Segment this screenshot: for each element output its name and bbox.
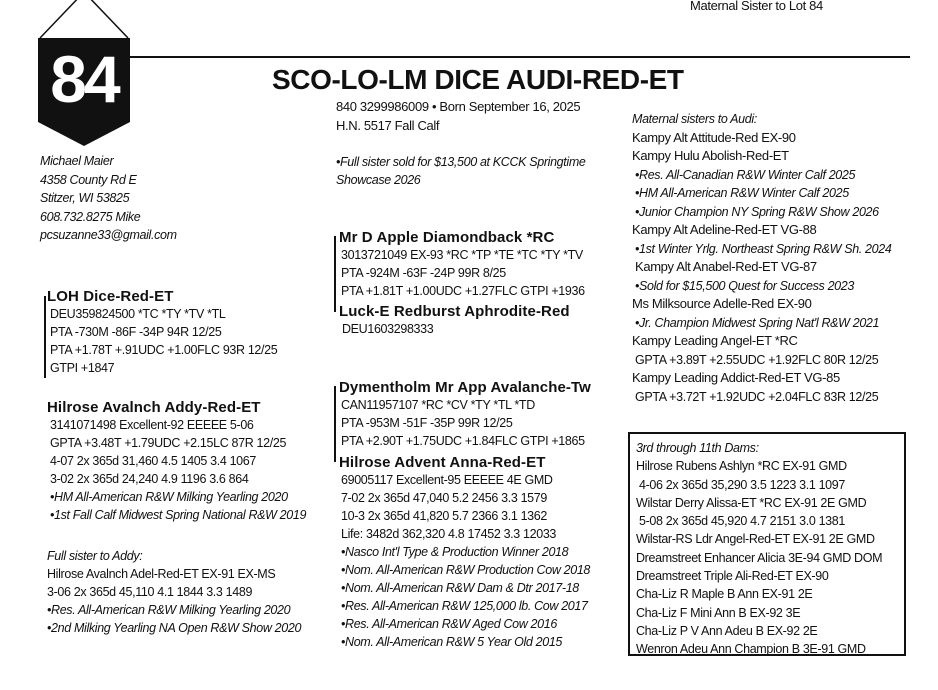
dams-box-line: Cha-Liz F Mini Ann B EX-92 3E (636, 605, 801, 620)
dam-line: 4-07 2x 365d 31,460 4.5 1405 3.4 1067 (50, 454, 256, 468)
sire-dam-details (342, 320, 570, 338)
sire-sire-details (341, 246, 585, 300)
dam-line: GPTA +3.48T +1.79UDC +2.15LC 87R 12/25 (50, 436, 287, 450)
dam-sire-line: PTA +2.90T +1.75UDC +1.84FLC GTPI +1865 (341, 434, 585, 448)
sire-details (50, 305, 277, 377)
dam-dam-line: 10-3 2x 365d 41,820 5.7 2366 3.1 1362 (341, 509, 547, 523)
dams-box-line: Cha-Liz P V Ann Adeu B EX-92 2E (636, 623, 818, 638)
maternal-sister-award: •Junior Champion NY Spring R&W Show 2026 (635, 204, 879, 219)
dams-box-heading: 3rd through 11th Dams: (636, 441, 759, 455)
header-rule (130, 56, 910, 58)
dam-dam-award: •Nom. All-American R&W 5 Year Old 2015 (341, 635, 563, 649)
sire-bracket (44, 296, 46, 378)
dam-dam-name: Hilrose Advent Anna-Red-ET (339, 454, 546, 471)
maternal-sister-name: Ms Milksource Adelle-Red EX-90 (632, 296, 812, 311)
sire-block (47, 288, 277, 377)
dam-award: •HM All-American R&W Milking Yearling 2020 (50, 490, 288, 504)
dam-name: Hilrose Avalnch Addy-Red-ET (47, 399, 261, 416)
dams-box (628, 432, 906, 656)
dams-box-line: Dreamstreet Enhancer Alicia 3E-94 GMD DOM (636, 550, 883, 565)
full-sister-award: •2nd Milking Yearling NA Open R&W Show 2020 (47, 621, 302, 635)
dam-dam-award: •Nom. All-American R&W Dam & Dtr 2017-18 (341, 581, 579, 595)
dams-box-line: Wenron Adeu Ann Champion B 3E-91 GMD (636, 642, 866, 657)
dams-box-content (636, 439, 882, 659)
sire-sire-bracket (334, 236, 336, 312)
dam-dam-award: •Nasco Int'l Type & Production Winner 2018 (341, 545, 569, 559)
dam-block (47, 399, 306, 524)
maternal-sister-award: •Jr. Champion Midwest Spring Nat'l R&W 2021 (635, 315, 880, 330)
dam-sire-details (341, 396, 591, 450)
dam-dam-line: 69005117 Excellent-95 EEEEE 4E GMD (341, 473, 553, 487)
consignor-block (40, 152, 177, 245)
dam-award: •1st Fall Calf Midwest Spring National R&W 2019 (50, 508, 307, 522)
dam-dam-award: •Res. All-American R&W Aged Cow 2016 (341, 617, 557, 631)
dams-box-line: Dreamstreet Triple Ali-Red-ET EX-90 (636, 569, 829, 584)
dams-box-line: Wilstar-RS Ldr Angel-Red-ET EX-91 2E GMD (636, 532, 875, 547)
dam-sire-bracket (334, 386, 336, 462)
sire-sire-line: PTA -924M -63F -24P 99R 8/25 (341, 266, 506, 280)
maternal-sister-award: •1st Winter Yrlg. Northeast Spring R&W Sh. 2024 (635, 241, 892, 256)
dam-sire-line: PTA -953M -51F -35P 99R 12/25 (341, 416, 513, 430)
dams-box-line: Hilrose Rubens Ashlyn *RC EX-91 GMD (636, 459, 847, 474)
dam-dam-details (341, 471, 590, 651)
maternal-sister-award: •Res. All-Canadian R&W Winter Calf 2025 (635, 167, 856, 182)
sire-dam-name: Luck-E Redburst Aphrodite-Red (339, 303, 570, 320)
sire-dam-line: DEU1603298333 (342, 322, 434, 336)
dam-sire-name: Dymentholm Mr App Avalanche-Tw (339, 379, 591, 396)
sire-line: DEU359824500 *TC *TY *TV *TL (50, 307, 226, 321)
dam-line: 3-02 2x 365d 24,240 4.9 1196 3.6 864 (50, 472, 249, 486)
registration-block (336, 97, 580, 135)
lot-banner (38, 0, 130, 150)
sire-line: PTA +1.78T +.91UDC +1.00FLC 93R 12/25 (50, 343, 278, 357)
maternal-sisters-heading: Maternal sisters to Audi: (632, 112, 757, 126)
full-sister-award: •Res. All-American R&W Milking Yearling 2020 (47, 603, 291, 617)
sale-note (336, 153, 586, 189)
full-sister-block (47, 547, 301, 637)
dams-box-line: 5-08 2x 365d 45,920 4.7 2151 3.0 1381 (639, 514, 845, 529)
dam-sire-line: CAN11957107 *RC *CV *TY *TL *TD (341, 398, 535, 412)
full-sister-line: Hilrose Avalnch Adel-Red-ET EX-91 EX-MS (47, 567, 276, 581)
consignor-city: Stitzer, WI 53825 (40, 191, 130, 205)
sire-sire-line: 3013721049 EX-93 *RC *TP *TE *TC *TY *TV (341, 248, 583, 262)
dam-dam-block (339, 454, 590, 651)
registration-line: 840 3299986009 • Born September 16, 2025 (336, 99, 581, 114)
dam-dam-award: •Res. All-American R&W 125,000 lb. Cow 2017 (341, 599, 588, 613)
maternal-sister-name: Kampy Alt Anabel-Red-ET VG-87 (635, 259, 817, 274)
full-sister-line: 3-06 2x 365d 45,110 4.1 1844 3.3 1489 (47, 585, 253, 599)
dam-line: 3141071498 Excellent-92 EEEEE 5-06 (50, 418, 254, 432)
sire-line: PTA -730M -86F -34P 94R 12/25 (50, 325, 222, 339)
maternal-sister-name: Kampy Alt Attitude-Red EX-90 (632, 129, 796, 145)
top-note: Maternal Sister to Lot 84 (690, 0, 823, 13)
dam-dam-line: 7-02 2x 365d 47,040 5.2 2456 3.3 1579 (341, 491, 547, 505)
sale-note-line: Showcase 2026 (336, 173, 421, 187)
sire-sire-block (339, 229, 585, 300)
dam-sire-block (339, 379, 591, 450)
sire-sire-line: PTA +1.81T +1.00UDC +1.27FLC GTPI +1936 (341, 284, 585, 298)
dam-details (50, 416, 306, 524)
herd-number-line: H.N. 5517 Fall Calf (336, 118, 440, 133)
animal-title: SCO-LO-LM DICE AUDI-RED-ET (272, 64, 684, 95)
lot-number: 84 (50, 42, 118, 116)
full-sister-heading: Full sister to Addy: (47, 549, 143, 563)
maternal-sister-name: Kampy Leading Addict-Red-ET VG-85 (632, 370, 840, 385)
dam-dam-line: Life: 3482d 362,320 4.8 17452 3.3 12033 (341, 527, 557, 541)
consignor-email: pcsuzanne33@gmail.com (40, 228, 177, 242)
sire-name: LOH Dice-Red-ET (47, 288, 174, 305)
sire-sire-name: Mr D Apple Diamondback *RC (339, 229, 555, 246)
maternal-sister-name: Kampy Alt Adeline-Red-ET VG-88 (632, 222, 817, 237)
maternal-sister-award: •HM All-American R&W Winter Calf 2025 (635, 186, 849, 200)
consignor-phone: 608.732.8275 Mike (40, 209, 141, 224)
sire-line: GTPI +1847 (50, 361, 115, 375)
sale-note-line: •Full sister sold for $13,500 at KCCK Springtime (336, 155, 586, 169)
maternal-sister-award: •Sold for $15,500 Quest for Success 2023 (635, 278, 854, 293)
maternal-sister-name: Kampy Leading Angel-ET *RC (632, 333, 798, 348)
sire-dam-block (339, 303, 570, 338)
maternal-sister-data: GPTA +3.72T +1.92UDC +2.04FLC 83R 12/25 (635, 389, 879, 404)
maternal-sisters-block (632, 110, 891, 406)
dams-box-line: Wilstar Derry Alissa-ET *RC EX-91 2E GMD (636, 495, 867, 510)
dams-box-line: 4-06 2x 365d 35,290 3.5 1223 3.1 1097 (639, 477, 845, 492)
dam-dam-award: •Nom. All-American R&W Production Cow 2018 (341, 563, 591, 577)
consignor-name: Michael Maier (40, 154, 114, 168)
maternal-sister-name: Kampy Hulu Abolish-Red-ET (632, 148, 789, 163)
dams-box-line: Cha-Liz R Maple B Ann EX-91 2E (636, 587, 813, 602)
maternal-sister-data: GPTA +3.89T +2.55UDC +1.92FLC 80R 12/25 (635, 352, 879, 367)
consignor-address: 4358 County Rd E (40, 172, 137, 187)
